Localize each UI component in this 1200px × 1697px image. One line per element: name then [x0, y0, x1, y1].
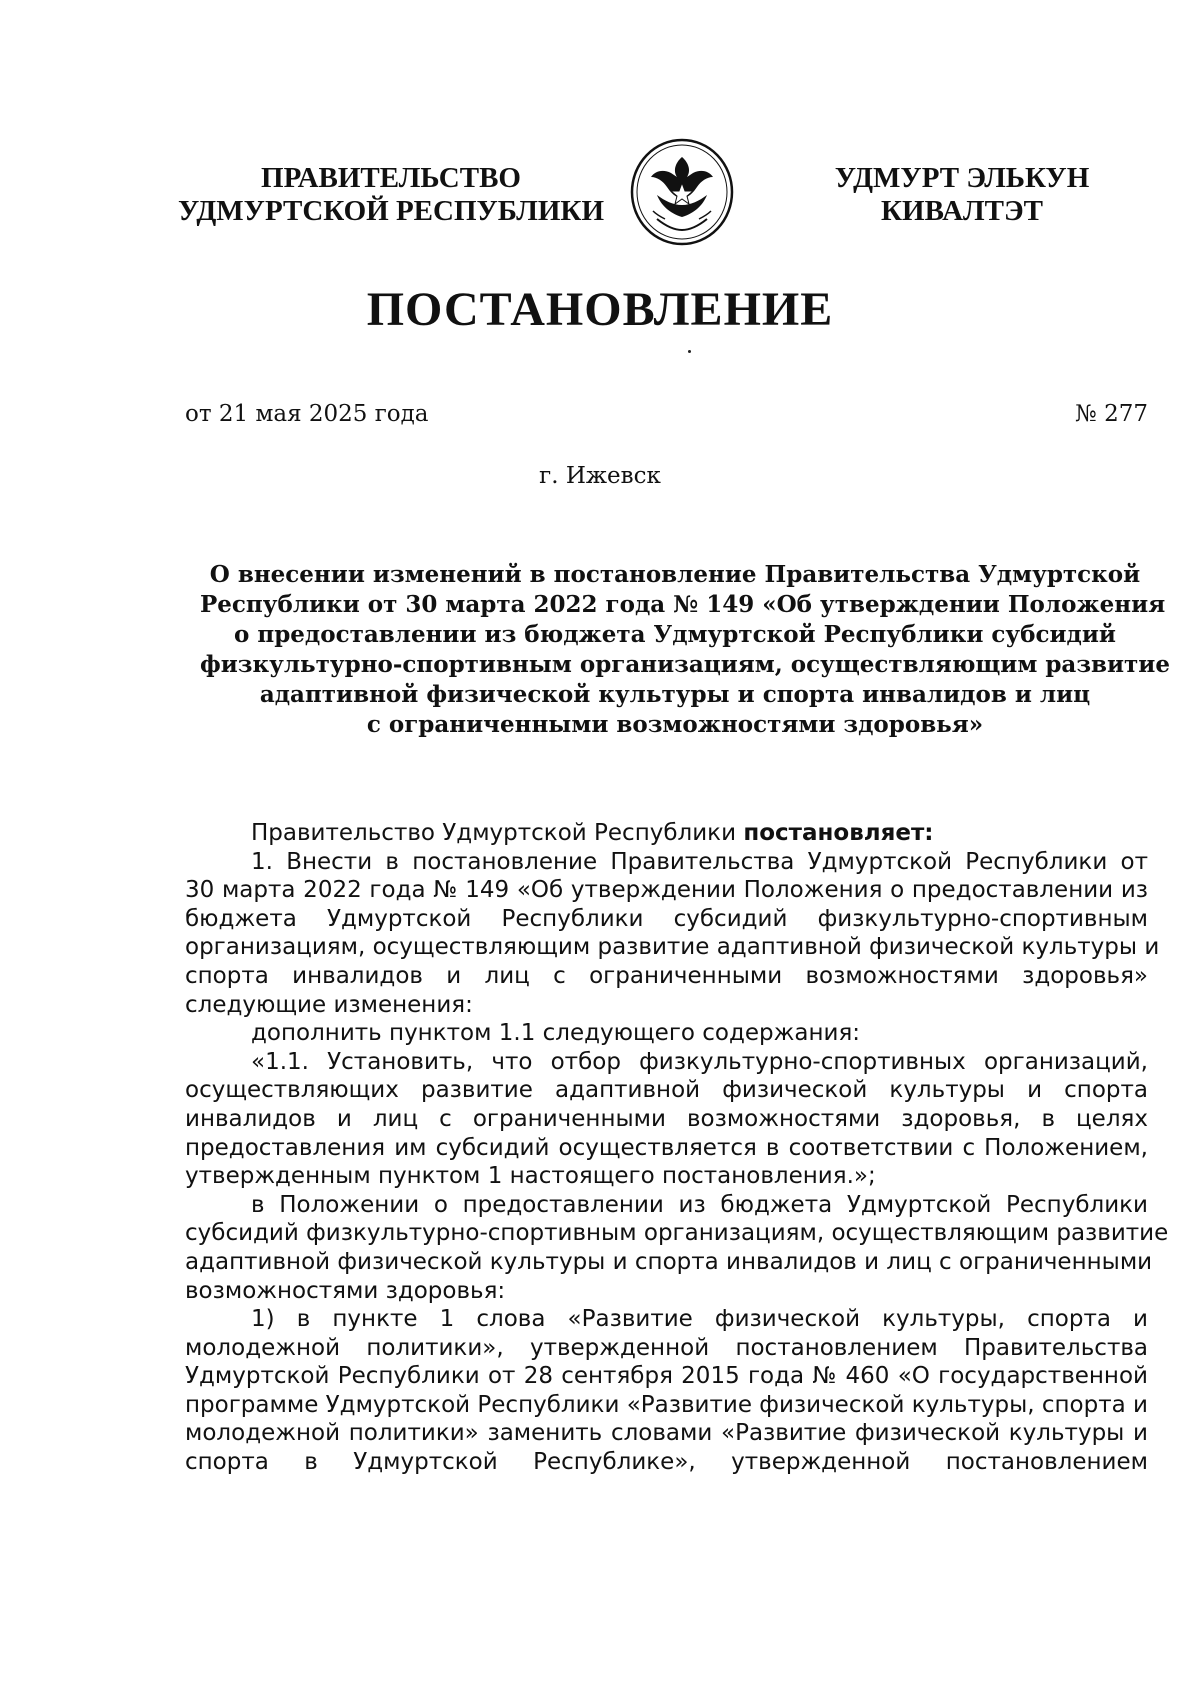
body-line: «1.1. Установить, что отбор физкультурно-спортивных организаций, [251, 1048, 1148, 1075]
body-line: адаптивной физической культуры и спорта инвалидов и лиц с ограниченными [185, 1248, 1153, 1275]
government-name-russian [176, 162, 606, 228]
body-line: инвалидов и лиц с ограниченными возможностями здоровья, в целях [185, 1105, 1148, 1132]
lead-colon: : [924, 820, 934, 846]
subject-line: физкультурно-спортивным организациям, осуществляющим развитие [200, 651, 1170, 678]
body-line: 1. Внести в постановление Правительства Удмуртской Республики от [251, 848, 1148, 875]
body-line: спорта в Удмуртской Республике», утвержденной постановлением [185, 1449, 1148, 1476]
body-line: следующие изменения: [185, 991, 473, 1018]
body-line: возможностями здоровья: [185, 1277, 506, 1304]
header-left-line1: ПРАВИТЕЛЬСТВО [261, 162, 521, 194]
document-number: № 277 [1075, 401, 1148, 427]
subject-line: О внесении изменений в постановление Правительства Удмуртской [209, 561, 1141, 588]
lead-text: Правительство Удмуртской Республики [251, 820, 737, 846]
body-line: дополнить пунктом 1.1 следующего содержания: [251, 1020, 861, 1047]
document-date: от 21 мая 2025 года [185, 401, 429, 427]
body-line: 1) в пункте 1 слова «Развитие физической культуры, спорта и [251, 1306, 1148, 1333]
body-line: субсидий физкультурно-спортивным организациям, осуществляющим развитие [185, 1220, 1169, 1247]
header-left-line2: УДМУРТСКОЙ РЕСПУБЛИКИ [177, 195, 605, 227]
stray-dot [688, 350, 691, 353]
document-subject [200, 560, 1170, 740]
body-line: программе Удмуртской Республики «Развитие физической культуры, спорта и [185, 1391, 1148, 1418]
document-city: г. Ижевск [539, 463, 661, 489]
udmurt-coat-of-arms-icon [627, 135, 737, 247]
body-line: бюджета Удмуртской Республики субсидий физкультурно-спортивным [185, 905, 1148, 932]
document-body [185, 819, 1169, 1477]
header-right-line2: КИВАЛТЭТ [880, 195, 1043, 227]
subject-line: о предоставлении из бюджета Удмуртской Республики субсидий [234, 621, 1116, 648]
body-line: молодежной политики», утвержденной постановлением Правительства [185, 1334, 1148, 1361]
document-title: ПОСТАНОВЛЕНИЕ [366, 283, 834, 336]
subject-line: адаптивной физической культуры и спорта инвалидов и лиц [259, 681, 1091, 708]
body-line: утвержденным пунктом 1 настоящего постановления.»; [185, 1163, 876, 1190]
header-right-line1: УДМУРТ ЭЛЬКУН [834, 162, 1090, 194]
body-line: предоставления им субсидий осуществляется в соответствии с Положением, [185, 1134, 1148, 1161]
body-line: молодежной политики» заменить словами «Развитие физической культуры и [185, 1420, 1148, 1447]
lead-verb: постановляет [743, 820, 925, 846]
body-line: в Положении о предоставлении из бюджета Удмуртской Республики [251, 1191, 1148, 1218]
body-line: Удмуртской Республики от 28 сентября 2015 года № 460 «О государственной [185, 1363, 1148, 1390]
body-line: 30 марта 2022 года № 149 «Об утверждении Положения о предоставлении из [185, 877, 1148, 904]
body-line: спорта инвалидов и лиц с ограниченными возможностями здоровья» [185, 962, 1148, 989]
body-lead-line [185, 819, 1148, 848]
subject-line: с ограниченными возможностями здоровья» [366, 711, 984, 738]
body-line: осуществляющих развитие адаптивной физической культуры и спорта [185, 1077, 1148, 1104]
subject-line: Республики от 30 марта 2022 года № 149 «Об утверждении Положения [200, 591, 1166, 618]
government-name-udmurt [806, 162, 1118, 228]
body-line: организациям, осуществляющим развитие адаптивной физической культуры и [185, 934, 1160, 961]
